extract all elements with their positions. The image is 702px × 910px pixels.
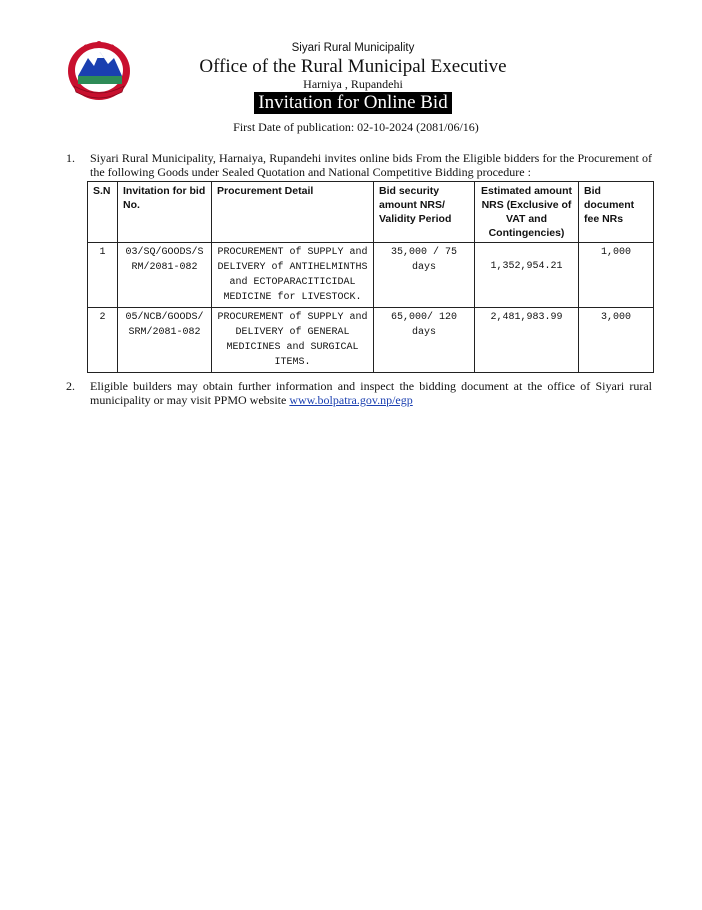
table-row bbox=[88, 308, 654, 373]
paragraph-1-number: 1. bbox=[66, 151, 75, 165]
paragraph-2-number: 2. bbox=[66, 379, 75, 393]
cell-fee: 3,000 bbox=[579, 308, 654, 373]
col-header-fee: Bid document fee NRs bbox=[579, 182, 654, 243]
paragraph-1-text: Siyari Rural Municipality, Harnaiya, Rupandehi invites online bids From the Eligible bidders for the Procurement of the following Goods under Sealed Quotation and National Competitive Bidding procedure : bbox=[90, 151, 652, 179]
bid-table bbox=[87, 181, 654, 373]
cell-detail: PROCUREMENT of SUPPLY and DELIVERY of GENERAL MEDICINES and SURGICAL ITEMS. bbox=[212, 308, 374, 373]
office-name: Office of the Rural Municipal Executive bbox=[199, 56, 507, 77]
cell-security: 35,000 / 75 days bbox=[374, 243, 475, 308]
cell-detail: PROCUREMENT of SUPPLY and DELIVERY of ANTIHELMINTHS and ECTOPARACITICIDAL MEDICINE for LIVESTOCK. bbox=[212, 243, 374, 308]
cell-fee: 1,000 bbox=[579, 243, 654, 308]
col-header-bid-no: Invitation for bid No. bbox=[118, 182, 212, 243]
col-header-sn: S.N bbox=[88, 182, 118, 243]
paragraph-2-body bbox=[90, 379, 652, 407]
notice-title: Invitation for Online Bid bbox=[254, 92, 451, 114]
paragraph-2-text: Eligible builders may obtain further information and inspect the bidding document at the office of Siyari rural municipality or may visit PPMO website bbox=[90, 379, 652, 407]
cell-security: 65,000/ 120 days bbox=[374, 308, 475, 373]
letterhead bbox=[0, 40, 702, 135]
cell-estimate: 2,481,983.99 bbox=[475, 308, 579, 373]
col-header-detail: Procurement Detail bbox=[212, 182, 374, 243]
cell-estimate: 1,352,954.21 bbox=[475, 243, 579, 308]
paragraph-1 bbox=[66, 151, 652, 179]
col-header-security: Bid security amount NRS/ Validity Period bbox=[374, 182, 475, 243]
cell-sn: 2 bbox=[88, 308, 118, 373]
paragraph-2 bbox=[66, 379, 652, 407]
cell-sn: 1 bbox=[88, 243, 118, 308]
cell-bid-no: 03/SQ/GOODS/SRM/2081-082 bbox=[118, 243, 212, 308]
cell-bid-no: 05/NCB/GOODS/SRM/2081-082 bbox=[118, 308, 212, 373]
col-header-estimate: Estimated amount NRS (Exclusive of VAT and Contingencies) bbox=[475, 182, 579, 243]
table-row bbox=[88, 243, 654, 308]
ppmo-website-link[interactable]: www.bolpatra.gov.np/egp bbox=[289, 393, 413, 407]
municipality-name: Siyari Rural Municipality bbox=[291, 42, 415, 54]
office-location: Harniya , Rupandehi bbox=[303, 77, 403, 91]
table-header-row bbox=[88, 182, 654, 243]
publication-date: First Date of publication: 02-10-2024 (2081/06/16) bbox=[233, 120, 479, 134]
